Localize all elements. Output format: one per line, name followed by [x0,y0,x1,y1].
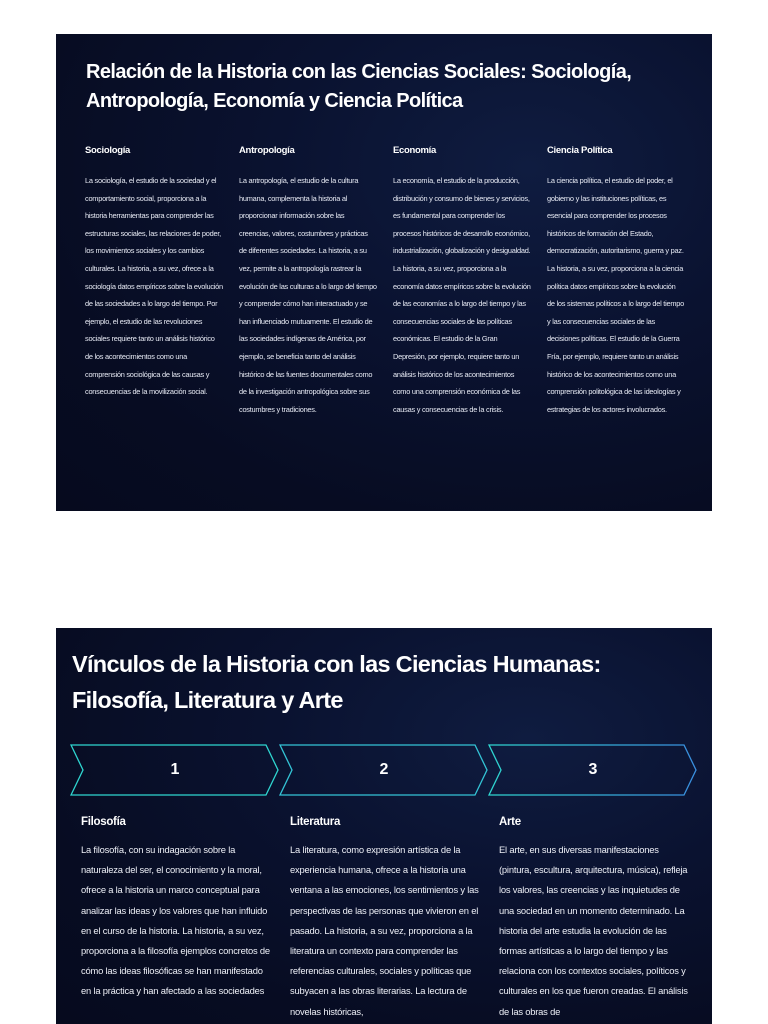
column-economia [393,144,531,418]
column-literatura [290,814,480,1022]
slide-social-sciences [56,34,712,511]
step-number-3: 3 [588,761,598,778]
column-heading: Economía [393,145,436,156]
column-heading: Arte [499,816,521,828]
slide-title: Relación de la Historia con las Ciencias Sociales: Sociología, Antropología, Economía y Ciencia Política [86,61,632,112]
column-text: El arte, en sus diversas manifestaciones (pintura, escultura, arquitectura, música), refleja los valores, las creencias y las inquietudes de una sociedad en un momento determinado. La historia del arte estudia la evolución de las formas artísticas a lo largo del tiempo y las relaciona con los contextos sociales, políticos y culturales en los que fueron creadas. El análisis de las obras de [499,844,688,1017]
column-filosofia [81,814,271,1022]
column-antropologia [239,144,377,418]
column-ciencia-politica [547,144,685,418]
column-text: La ciencia política, el estudio del poder, el gobierno y las instituciones políticas, es esencial para comprender los procesos históricos de formación del Estado, democratización, autoritarismo, guerra y paz. La historia, a su vez, proporciona a la ciencia política datos empíricos sobre la evolución de los sistemas políticos a lo largo del tiempo y las consecuencias sociales de las decisiones políticas. El estudio de la Guerra Fría, por ejemplo, requiere tanto un análisis histórico de los acontecimientos como una comprensión politológica de las ideologías y estrategias de los actores involucrados. [547,176,684,414]
column-heading: Filosofía [81,816,126,828]
column-heading: Sociología [85,145,131,156]
column-text: La filosofía, con su indagación sobre la naturaleza del ser, el conocimiento y la moral, ofrece a la historia un marco conceptual para analizar las ideas y los valores que han influido en el curso de la historia. La historia, a su vez, proporciona a la filosofía ejemplos concretos de cómo las ideas filosóficas se han manifestado en la práctica y han afectado a las sociedades [81,844,270,997]
slide-title: Vínculos de la Historia con las Ciencias Humanas: Filosofía, Literatura y Arte [72,651,601,713]
step-number-2: 2 [379,761,389,778]
column-heading: Literatura [290,816,341,828]
slide-human-sciences [56,628,712,1024]
column-sociologia [85,144,223,418]
columns-grid [81,814,697,1022]
columns-grid [85,144,693,418]
column-text: La sociología, el estudio de la sociedad y el comportamiento social, proporciona a la historia herramientas para comprender las estructuras sociales, las relaciones de poder, los movimientos sociales y los cambios culturales. La historia, a su vez, ofrece a la sociología datos empíricos sobre la evolución de las sociedades a lo largo del tiempo. Por ejemplo, el estudio de las revoluciones sociales requiere tanto un análisis histórico de los acontecimientos como una comprensión sociológica de las causas y consecuencias de la movilización social. [85,176,223,397]
column-text: La antropología, el estudio de la cultura humana, complementa la historia al proporcionar información sobre las creencias, valores, costumbres y prácticas de diferentes sociedades. La historia, a su vez, permite a la antropología rastrear la evolución de las culturas a lo largo del tiempo y comprender cómo han interactuado y se han influenciado mutuamente. El estudio de las sociedades indígenas de América, por ejemplo, se beneficia tanto del análisis histórico de las fuentes documentales como de la investigación antropológica sobre sus costumbres y tradiciones. [239,176,377,414]
column-text: La literatura, como expresión artística de la experiencia humana, ofrece a la historia una ventana a las emociones, los sentimientos y las perspectivas de las personas que vivieron en el pasado. La historia, a su vez, proporciona a la literatura un contexto para comprender las referencias culturales, sociales y políticas que subyacen a las obras literarias. La lectura de novelas históricas, [290,844,479,1017]
column-heading: Antropología [239,145,295,156]
column-arte [499,814,689,1022]
step-chevrons [70,744,700,800]
step-number-1: 1 [170,761,180,778]
column-text: La economía, el estudio de la producción, distribución y consumo de bienes y servicios, es fundamental para comprender los procesos históricos de desarrollo económico, industrialización, globalización y desigualdad. La historia, a su vez, proporciona a la economía datos empíricos sobre la evolución de las economías a lo largo del tiempo y las consecuencias sociales de las políticas económicas. El estudio de la Gran Depresión, por ejemplo, requiere tanto un análisis histórico de los acontecimientos como una comprensión económica de las causas y consecuencias de la crisis. [393,176,531,414]
column-heading: Ciencia Política [547,145,613,156]
